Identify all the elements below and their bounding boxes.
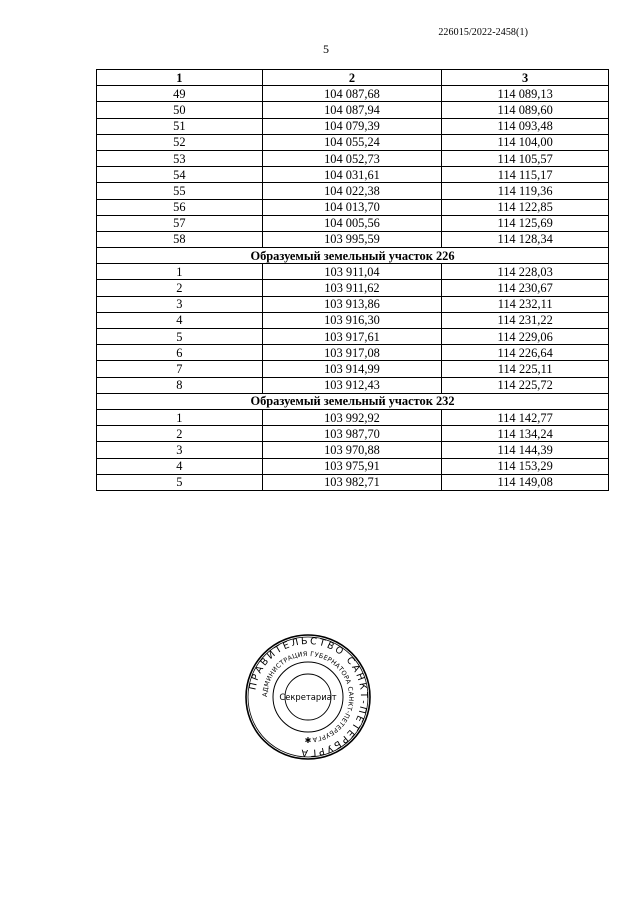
y-coordinate-cell: 114 225,72 [442,377,609,393]
x-coordinate-cell: 103 917,08 [262,345,442,361]
table-row [97,329,609,345]
y-coordinate-cell: 114 119,36 [442,183,609,199]
table-row [97,361,609,377]
y-coordinate-cell: 114 226,64 [442,345,609,361]
column-header: 1 [97,70,263,86]
table-row [97,86,609,102]
page-number: 5 [323,42,329,56]
point-number-cell: 57 [97,215,263,231]
table-row [97,474,609,490]
y-coordinate-cell: 114 149,08 [442,474,609,490]
point-number-cell: 52 [97,134,263,150]
point-number-cell: 53 [97,150,263,166]
point-number-cell: 2 [97,280,263,296]
y-coordinate-cell: 114 142,77 [442,409,609,425]
y-coordinate-cell: 114 134,24 [442,426,609,442]
x-coordinate-cell: 104 031,61 [262,167,442,183]
table-row [97,280,609,296]
point-number-cell: 5 [97,329,263,345]
x-coordinate-cell: 104 079,39 [262,118,442,134]
table-row [97,199,609,215]
x-coordinate-cell: 104 022,38 [262,183,442,199]
table-row [97,231,609,247]
y-coordinate-cell: 114 232,11 [442,296,609,312]
point-number-cell: 3 [97,442,263,458]
point-number-cell: 54 [97,167,263,183]
secretariat-seal [244,633,372,761]
y-coordinate-cell: 114 115,17 [442,167,609,183]
point-number-cell: 51 [97,118,263,134]
section-title-row [97,393,609,409]
point-number-cell: 7 [97,361,263,377]
x-coordinate-cell: 103 911,04 [262,264,442,280]
seal-star-icon: ✱ [304,736,312,745]
table-header-row [97,70,609,86]
table-row [97,167,609,183]
table-row [97,426,609,442]
x-coordinate-cell: 103 982,71 [262,474,442,490]
x-coordinate-cell: 103 913,86 [262,296,442,312]
point-number-cell: 2 [97,426,263,442]
y-coordinate-cell: 114 153,29 [442,458,609,474]
coordinates-table [96,69,609,491]
x-coordinate-cell: 104 087,94 [262,102,442,118]
table-row [97,183,609,199]
seal-inner-text: АДМИНИСТРАЦИЯ ГУБЕРНАТОРА САНКТ-ПЕТЕРБУРГА [260,649,356,744]
x-coordinate-cell: 103 917,61 [262,329,442,345]
point-number-cell: 4 [97,312,263,328]
point-number-cell: 3 [97,296,263,312]
x-coordinate-cell: 103 970,88 [262,442,442,458]
section-title: Образуемый земельный участок 232 [97,393,609,409]
y-coordinate-cell: 114 105,57 [442,150,609,166]
x-coordinate-cell: 104 087,68 [262,86,442,102]
table-row [97,264,609,280]
section-title: Образуемый земельный участок 226 [97,248,609,264]
point-number-cell: 55 [97,183,263,199]
column-header: 3 [442,70,609,86]
point-number-cell: 6 [97,345,263,361]
y-coordinate-cell: 114 128,34 [442,231,609,247]
point-number-cell: 58 [97,231,263,247]
point-number-cell: 1 [97,409,263,425]
seal-center-text: Секретариат [279,692,337,702]
point-number-cell: 50 [97,102,263,118]
table-body [97,86,609,491]
y-coordinate-cell: 114 228,03 [442,264,609,280]
y-coordinate-cell: 114 104,00 [442,134,609,150]
document-id: 226015/2022-2458(1) [438,27,528,38]
y-coordinate-cell: 114 125,69 [442,215,609,231]
table-row [97,102,609,118]
x-coordinate-cell: 103 916,30 [262,312,442,328]
x-coordinate-cell: 103 975,91 [262,458,442,474]
point-number-cell: 49 [97,86,263,102]
seal-outer-text: ПРАВИТЕЛЬСТВО САНКТ-ПЕТЕРБУРГА [247,635,370,759]
y-coordinate-cell: 114 093,48 [442,118,609,134]
table-row [97,409,609,425]
y-coordinate-cell: 114 089,13 [442,86,609,102]
x-coordinate-cell: 103 992,92 [262,409,442,425]
x-coordinate-cell: 104 013,70 [262,199,442,215]
table-row [97,458,609,474]
table-row [97,215,609,231]
table-row [97,377,609,393]
column-header: 2 [262,70,442,86]
point-number-cell: 8 [97,377,263,393]
y-coordinate-cell: 114 122,85 [442,199,609,215]
y-coordinate-cell: 114 230,67 [442,280,609,296]
table-row [97,296,609,312]
x-coordinate-cell: 104 052,73 [262,150,442,166]
x-coordinate-cell: 104 005,56 [262,215,442,231]
point-number-cell: 5 [97,474,263,490]
x-coordinate-cell: 103 987,70 [262,426,442,442]
point-number-cell: 4 [97,458,263,474]
table-row [97,312,609,328]
y-coordinate-cell: 114 231,22 [442,312,609,328]
x-coordinate-cell: 104 055,24 [262,134,442,150]
x-coordinate-cell: 103 995,59 [262,231,442,247]
table-row [97,118,609,134]
table-row [97,134,609,150]
y-coordinate-cell: 114 225,11 [442,361,609,377]
y-coordinate-cell: 114 089,60 [442,102,609,118]
point-number-cell: 56 [97,199,263,215]
point-number-cell: 1 [97,264,263,280]
table-row [97,150,609,166]
y-coordinate-cell: 114 144,39 [442,442,609,458]
table-row [97,345,609,361]
y-coordinate-cell: 114 229,06 [442,329,609,345]
section-title-row [97,248,609,264]
x-coordinate-cell: 103 912,43 [262,377,442,393]
table-row [97,442,609,458]
x-coordinate-cell: 103 911,62 [262,280,442,296]
x-coordinate-cell: 103 914,99 [262,361,442,377]
